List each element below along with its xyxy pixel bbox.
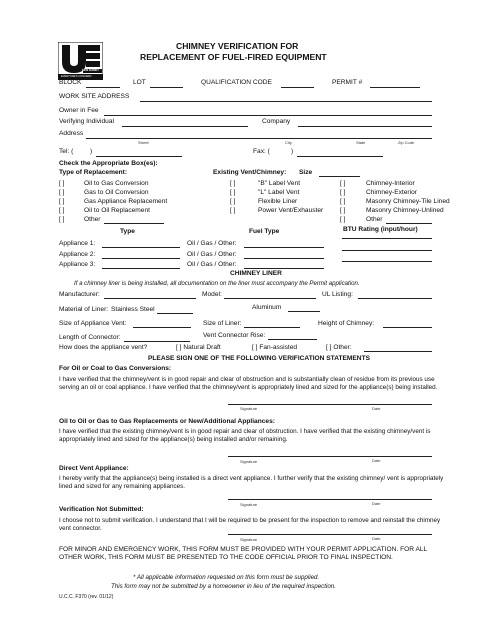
statement-3-title: Direct Vent Appliance: bbox=[59, 465, 129, 472]
manufacturer-label: Manufacturer: bbox=[59, 291, 100, 298]
footer-note-1: * All applicable information requested on this form must be supplied. bbox=[133, 574, 320, 581]
zip-caption: Zip Code bbox=[398, 140, 415, 145]
block-label: BLOCK bbox=[59, 79, 82, 86]
fax-field[interactable] bbox=[297, 156, 383, 157]
emergency-notice: FOR MINOR AND EMERGENCY WORK, THIS FORM MUST BE PROVIDED WITH YOUR PERMIT APPLICATION. FOR ALL OTHER WORK, THIS FORM MUST BE PRESENTED TO THE CODE OFFICIAL PRIOR TO FINAL INSPECTION. bbox=[59, 546, 427, 562]
date-caption: Date bbox=[372, 406, 381, 411]
lot-label: LOT bbox=[133, 79, 146, 86]
permit-label: PERMIT # bbox=[332, 79, 363, 86]
natural-draft-option[interactable]: [ ] Natural Draft bbox=[176, 344, 221, 351]
btu-heading: BTU Rating (input/hour) bbox=[343, 226, 418, 233]
replacement-item: Gas to Oil Conversion bbox=[84, 189, 149, 196]
fax-label: Fax: ( bbox=[253, 148, 270, 155]
appliance-1-type-field[interactable] bbox=[102, 247, 180, 248]
vent-checkbox[interactable]: [ ] bbox=[230, 180, 236, 187]
aluminum-field[interactable] bbox=[288, 311, 320, 312]
chimney-item: Other bbox=[366, 216, 383, 223]
fuel-type-heading: Fuel Type bbox=[249, 228, 280, 235]
other-vent-field[interactable] bbox=[364, 351, 432, 352]
statement-1-signature-line[interactable] bbox=[228, 404, 432, 405]
chimney-checkbox[interactable]: [ ] bbox=[340, 207, 346, 214]
statement-4-signature-line[interactable] bbox=[228, 534, 432, 535]
stainless-label: Stainless Steel bbox=[111, 306, 155, 313]
replacement-checkbox[interactable]: [ ] bbox=[59, 216, 65, 223]
model-label: Model: bbox=[202, 291, 222, 298]
qualification-code-field[interactable] bbox=[281, 87, 314, 88]
chimney-item: Masonry Chimney-Tile Lined bbox=[366, 198, 450, 205]
date-caption: Date bbox=[372, 501, 381, 506]
chimney-checkbox[interactable]: [ ] bbox=[340, 198, 346, 205]
size-appliance-vent-label: Size of Appliance Vent: bbox=[59, 320, 127, 327]
chimney-item: Chimney-Interior bbox=[366, 180, 415, 187]
size-liner-field[interactable] bbox=[244, 327, 300, 328]
qualification-code-label: QUALIFICATION CODE bbox=[201, 79, 272, 86]
how-vented-label: How does the appliance vent? bbox=[59, 344, 148, 351]
liner-note: If a chimney liner is being installed, all documentation on the liner must accompany the Permit application. bbox=[74, 280, 360, 287]
date-caption: Date bbox=[372, 536, 381, 541]
appliance-3-type-field[interactable] bbox=[102, 268, 180, 269]
type-of-replacement-heading: Type of Replacement: bbox=[59, 169, 128, 176]
vent-item: Power Vent/Exhauster bbox=[258, 207, 324, 214]
fan-assisted-option[interactable]: [ ] Fan-assisted bbox=[252, 344, 298, 351]
size-field[interactable] bbox=[319, 176, 360, 177]
signature-caption: Signature bbox=[240, 537, 258, 542]
city-caption: City bbox=[285, 140, 292, 145]
owner-in-fee-label: Owner in Fee bbox=[59, 107, 99, 114]
check-heading: Check the Appropriate Box(es): bbox=[59, 160, 158, 167]
appliance-2-btu-field[interactable] bbox=[342, 250, 432, 251]
chimney-checkbox[interactable]: [ ] bbox=[340, 189, 346, 196]
signature-caption: Signature bbox=[240, 406, 258, 411]
logo-text-top: NEW JERSEY bbox=[82, 69, 100, 72]
lot-field[interactable] bbox=[150, 87, 183, 88]
size-liner-label: Size of Liner: bbox=[203, 320, 242, 327]
chimney-item: Chimney-Exterior bbox=[366, 189, 417, 196]
replacement-item: Oil to Gas Conversion bbox=[84, 180, 149, 187]
title-line1: CHIMNEY VERIFICATION FOR bbox=[176, 41, 299, 51]
existing-vent-heading: Existing Vent/Chimney: bbox=[213, 169, 287, 176]
replacement-checkbox[interactable]: [ ] bbox=[59, 207, 65, 214]
vent-checkbox[interactable]: [ ] bbox=[230, 189, 236, 196]
owner-in-fee-field[interactable] bbox=[104, 115, 432, 116]
length-connector-label: Length of Connector: bbox=[59, 334, 121, 341]
verifying-individual-label: Verifying Individual bbox=[59, 118, 114, 125]
appliance-2-type-field[interactable] bbox=[102, 258, 180, 259]
street-caption: Street bbox=[138, 140, 149, 145]
vent-checkbox[interactable]: [ ] bbox=[230, 207, 236, 214]
vent-item: "B" Label Vent bbox=[258, 180, 301, 187]
vent-checkbox[interactable]: [ ] bbox=[230, 198, 236, 205]
address-field[interactable] bbox=[86, 138, 432, 139]
replacement-item: Other bbox=[84, 216, 101, 223]
vent-item: "L" Label Vent bbox=[258, 189, 300, 196]
replacement-other-field[interactable] bbox=[104, 223, 164, 224]
company-label: Company bbox=[262, 118, 291, 125]
length-connector-field[interactable] bbox=[124, 341, 190, 342]
replacement-checkbox[interactable]: [ ] bbox=[59, 189, 65, 196]
statement-1-title: For Oil or Coal to Gas Conversions: bbox=[59, 365, 172, 372]
tel-label: Tel: ( bbox=[59, 148, 74, 155]
replacement-checkbox[interactable]: [ ] bbox=[59, 180, 65, 187]
aluminum-label: Aluminum bbox=[252, 304, 282, 311]
verifying-individual-field[interactable] bbox=[122, 126, 248, 127]
chimney-checkbox[interactable]: [ ] bbox=[340, 180, 346, 187]
address-label: Address bbox=[59, 130, 84, 137]
work-site-address-field[interactable] bbox=[140, 101, 432, 102]
appliance-2-fuel-field[interactable] bbox=[244, 258, 324, 259]
state-caption: State bbox=[356, 140, 366, 145]
fax-close: ) bbox=[291, 148, 294, 155]
statement-3-signature-line[interactable] bbox=[228, 499, 432, 500]
statement-1-text: I have verified that the chimney/vent is in good repair and clear of obstruction and is substantially clean of residue from its previous use serving an oil or coal appliance. I have verified that the chimney/vent is appropriately lined and sized for the appliance(s) being installed. bbox=[59, 376, 438, 391]
material-label: Material of Liner: bbox=[59, 306, 109, 313]
appliance-1-label: Appliance 1: bbox=[59, 240, 96, 247]
height-chimney-label: Height of Chimney: bbox=[318, 320, 375, 327]
vent-connector-rise-field[interactable] bbox=[268, 339, 317, 340]
size-appliance-vent-field[interactable] bbox=[133, 327, 191, 328]
ul-listing-field[interactable] bbox=[358, 298, 432, 299]
statement-2-signature-line[interactable] bbox=[228, 456, 432, 457]
tel-field[interactable] bbox=[96, 156, 182, 157]
type-heading: Type bbox=[120, 228, 135, 235]
appliance-2-label: Appliance 2: bbox=[59, 251, 96, 258]
vent-item: Flexible Liner bbox=[258, 198, 298, 205]
appliance-3-label: Appliance 3: bbox=[59, 261, 96, 268]
statement-4-title: Verification Not Submitted: bbox=[59, 506, 144, 513]
chimney-item: Masonry Chimney-Unlined bbox=[366, 207, 444, 214]
logo-text-bottom: EVERYONE'S CONCERN bbox=[61, 75, 92, 78]
replacement-item: Gas Appliance Replacement bbox=[84, 198, 168, 205]
model-field[interactable] bbox=[224, 298, 316, 299]
company-field[interactable] bbox=[298, 126, 432, 127]
appliance-3-fuel: Oil / Gas / Other: bbox=[187, 261, 237, 268]
signature-caption: Signature bbox=[240, 459, 258, 464]
appliance-1-btu-field[interactable] bbox=[342, 238, 432, 239]
date-caption: Date bbox=[372, 458, 381, 463]
stainless-field[interactable] bbox=[157, 313, 193, 314]
statement-3-text: I hereby verify that the appliance(s) being installed is a direct vent appliance. I further verify that the existing chimney/ vent is appropriately lined and sized for any remaining appliances. bbox=[59, 475, 444, 490]
appliance-2-fuel: Oil / Gas / Other: bbox=[187, 251, 237, 258]
tel-close: ) bbox=[90, 148, 93, 155]
height-chimney-field[interactable] bbox=[383, 327, 432, 328]
statement-2-title: Oil to Oil or Gas to Gas Replacements or New/Additional Appliances: bbox=[59, 418, 275, 425]
chimney-other-field[interactable] bbox=[386, 223, 432, 224]
form-id: U.C.C. F370 (rev. 01/12) bbox=[59, 594, 114, 600]
other-vent-option[interactable]: [ ] Other: bbox=[326, 344, 352, 351]
appliance-1-fuel: Oil / Gas / Other: bbox=[187, 240, 237, 247]
statements-heading: PLEASE SIGN ONE OF THE FOLLOWING VERIFICATION STATEMENTS bbox=[148, 355, 370, 362]
replacement-item: Oil to Oil Replacement bbox=[84, 207, 150, 214]
appliance-1-fuel-field[interactable] bbox=[244, 247, 324, 248]
appliance-3-fuel-field[interactable] bbox=[244, 268, 324, 269]
chimney-checkbox[interactable]: [ ] bbox=[340, 216, 346, 223]
appliance-3-btu-field[interactable] bbox=[342, 261, 432, 262]
statement-2-text: I have verified that the existing chimney/vent is in good repair and clear of obstruction. I have verified that the existing chimney/vent is appropriately lined and sized for the appliance(s) being installed and/or remaining. bbox=[59, 428, 431, 443]
permit-field[interactable] bbox=[370, 87, 420, 88]
state-logo bbox=[58, 42, 103, 80]
statement-4-text: I choose not to submit verification. I understand that I will be required to be present for the inspection to remove and reinstall the chimney vent connector. bbox=[59, 517, 441, 532]
footer-note-2: This form may not be submitted by a homeowner in lieu of the required inspection. bbox=[111, 583, 336, 590]
ul-listing-label: UL Listing: bbox=[322, 291, 353, 298]
chimney-liner-heading: CHIMNEY LINER bbox=[230, 270, 282, 277]
replacement-checkbox[interactable]: [ ] bbox=[59, 198, 65, 205]
title-line2: REPLACEMENT OF FUEL-FIRED EQUIPMENT bbox=[140, 52, 327, 62]
vent-connector-rise-label: Vent Connector Rise: bbox=[203, 332, 266, 339]
signature-caption: Signature bbox=[240, 502, 258, 507]
size-heading: Size bbox=[299, 169, 313, 176]
work-site-address-label: WORK SITE ADDRESS bbox=[59, 93, 130, 100]
block-field[interactable] bbox=[86, 87, 120, 88]
manufacturer-field[interactable] bbox=[104, 298, 196, 299]
